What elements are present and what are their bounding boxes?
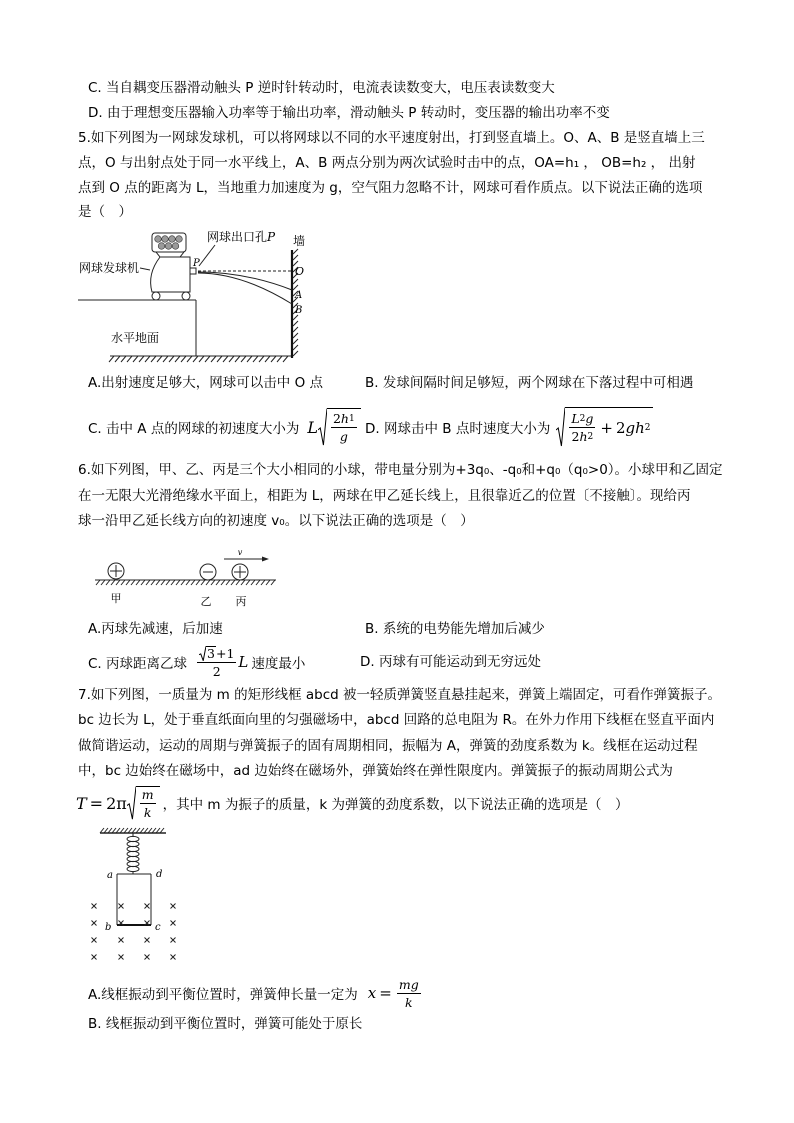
q5-option-c-formula	[307, 408, 360, 446]
plus-sign: +	[600, 418, 613, 437]
q7-option-b: B. 线框振动到平衡位置时，弹簧可能处于原长	[88, 1016, 363, 1032]
fraction	[331, 411, 357, 444]
basket-balls	[155, 236, 183, 250]
velocity-arrow-icon	[224, 557, 269, 562]
term-vars: gh	[625, 418, 645, 437]
q7-stem-line-1: 7.如下列图，一质量为 m 的矩形线框 abcd 被一轻质弹簧竖直悬挂起来，弹簧上端固定，可看作弹簧振子。	[78, 687, 722, 703]
fraction-denominator: 2	[212, 663, 221, 679]
fraction	[140, 787, 156, 820]
outlet-label: 网球出口孔P	[207, 230, 276, 244]
q5-option-a: A.出射速度足够大，网球可以击中 O 点	[88, 375, 323, 391]
q5-stem-line-4: 是（ ）	[78, 204, 132, 220]
q6-option-c	[88, 643, 305, 681]
radical-sign-icon	[127, 786, 136, 820]
ball-bing-label: 丙	[235, 595, 247, 608]
num-var: h	[340, 411, 349, 426]
q6-option-c-text-after: 速度最小	[251, 656, 306, 672]
fraction-denominator: k	[143, 805, 152, 820]
fraction-denominator: k	[404, 994, 413, 1010]
basket-funnel	[156, 252, 184, 257]
point-o-label: O	[295, 265, 305, 278]
num-coef: 2	[332, 411, 341, 426]
point-a-label: A	[295, 290, 303, 301]
fraction-numerator	[197, 646, 236, 663]
q6-option-b: B. 系统的电势能先增加后减少	[365, 621, 545, 637]
ground-label: 水平地面	[111, 331, 160, 345]
ball-jia-label: 甲	[110, 592, 122, 605]
velocity-label: v	[237, 548, 243, 557]
q6-stem-line-2: 在一无限大光滑绝缘水平面上，相距为 L，两球在甲乙延长线上，且很靠近乙的位置〔不接触〕。现给丙	[78, 488, 691, 504]
machine-pointer-line	[140, 268, 150, 270]
fraction-numerator: m	[141, 787, 154, 802]
radical-sign-icon	[556, 407, 565, 447]
q4-option-d: D. 由于理想变压器输入功率等于输出功率，滑动触头 P 转动时，变压器的输出功率不变	[88, 105, 610, 121]
ball-yi-label: 乙	[200, 595, 212, 608]
point-b-label: B	[295, 305, 303, 316]
radicand: L 2 g 2 h 2 + 2 gh 2	[565, 407, 652, 447]
q5-option-d	[365, 405, 656, 449]
formula-lhs-x: x	[367, 984, 377, 1002]
surface-hatching	[96, 580, 275, 585]
q5-stem-line-1: 5.如下列图为一网球发球机，可以将网球以不同的水平速度射出，打到竖直墙上。O、A、B 是竖直墙上三	[78, 130, 705, 146]
corner-c-label: c	[155, 922, 161, 933]
fraction-denominator: 2 h 2	[571, 429, 594, 444]
den-var: h	[579, 429, 588, 444]
formula-factor-l: L	[238, 653, 249, 671]
q6-charged-balls-diagram	[92, 548, 282, 610]
square-root	[556, 407, 652, 447]
q5-option-d-text: D. 网球击中 B 点时速度大小为	[365, 421, 551, 437]
q5-stem-line-3: 点到 O 点的距离为 L，当地重力加速度为 g，空气阻力忽略不计，网球可看作质点。以下说法正确的选项	[78, 180, 703, 196]
machine-wheel-left	[152, 292, 160, 300]
q5-tennis-machine-diagram	[76, 226, 308, 366]
q7-option-a	[88, 975, 426, 1011]
outlet-pointer-line	[199, 245, 215, 266]
period-symbol: T	[76, 793, 87, 813]
corner-a-label: a	[107, 870, 113, 881]
q5-option-c	[88, 406, 364, 448]
q7-option-a-text: A.线框振动到平衡位置时，弹簧伸长量一定为	[88, 987, 358, 1003]
q7-stem-tail: ，其中 m 为振子的质量，k 为弹簧的劲度系数，以下说法正确的选项是（ ）	[162, 797, 629, 813]
q6-option-c-formula	[195, 646, 248, 679]
ground-hatching	[109, 356, 288, 362]
den-coef: 2	[571, 429, 580, 444]
equals-sign: =	[89, 793, 104, 813]
point-p-label: P	[193, 258, 200, 269]
fraction-numerator: 2 h 1	[332, 411, 355, 426]
q5-option-d-formula	[556, 407, 652, 447]
num-plus-one: +1	[215, 645, 235, 661]
q5-option-b: B. 发球间隔时间足够短，两个网球在下落过程中可相遇	[365, 375, 694, 391]
q7-spring-frame-diagram	[86, 824, 186, 964]
machine-wheel-right	[182, 292, 190, 300]
q6-option-c-text-before: C. 丙球距离乙球	[88, 656, 188, 672]
fraction-numerator: L 2 g	[571, 411, 594, 426]
q6-option-d: D. 丙球有可能运动到无穷远处	[360, 654, 541, 670]
ceiling-hatching	[100, 828, 164, 833]
machine-body	[151, 257, 190, 292]
fraction-numerator: mg	[398, 976, 419, 992]
term-coef: 2	[615, 418, 626, 437]
tennis-machine	[151, 233, 200, 300]
ball-bing	[232, 564, 248, 580]
ball-yi	[200, 564, 216, 580]
trajectory-to-b	[198, 273, 292, 304]
fraction	[397, 977, 421, 1010]
num-var2: g	[585, 411, 594, 426]
radicand	[136, 786, 160, 820]
square-root	[199, 646, 216, 661]
spring	[127, 833, 139, 874]
two-pi: 2π	[106, 793, 127, 813]
q6-stem-line-1: 6.如下列图，甲、乙、丙是三个大小相同的小球，带电量分别为+3q₀、-q₀和+q₀（q₀>0）。小球甲和乙固定	[78, 462, 723, 478]
formula-factor-l: L	[307, 417, 318, 437]
radicand	[327, 408, 361, 446]
corner-d-label: d	[156, 869, 163, 880]
q5-option-c-text: C. 击中 A 点的网球的初速度大小为	[88, 421, 300, 437]
radical-sign-icon	[199, 646, 206, 661]
q6-stem-line-3: 球一沿甲乙延长线方向的初速度 v₀。以下说法正确的选项是（ ）	[78, 513, 474, 529]
radicand: 3	[207, 646, 215, 661]
q4-option-c: C. 当自耦变压器滑动触头 P 逆时针转动时，电流表读数变大，电压表读数变大	[88, 80, 555, 96]
square-root	[318, 408, 361, 446]
fraction-denominator: g	[339, 429, 348, 444]
radical-sign-icon	[318, 408, 327, 446]
corner-b-label: b	[105, 922, 112, 933]
wall-label: 墙	[293, 234, 306, 248]
q5-stem-line-2: 点，O 与出射点处于同一水平线上，A、B 两点分别为两次试验时击中的点，OA=h₁ ， OB=h₂ ， 出射	[78, 155, 696, 171]
q7-stem-line-5	[76, 784, 628, 822]
q7-stem-line-2: bc 边长为 L，处于垂直纸面向里的匀强磁场中，abcd 回路的总电阻为 R。在外力作用下线框在竖直平面内	[78, 712, 715, 728]
q7-stem-line-3: 做简谐运动，运动的周期与弹簧振子的固有周期相同，振幅为 A，弹簧的劲度系数为 k。线框在运动过程	[78, 738, 698, 754]
q7-option-a-formula	[368, 977, 423, 1010]
fraction	[197, 646, 236, 679]
q6-option-a: A.丙球先减速，后加速	[88, 621, 223, 637]
q7-stem-line-4: 中，bc 边始终在磁场中，ad 边始终在磁场外，弹簧始终在弹性限度内。弹簧振子的振动周期公式为	[78, 763, 673, 779]
ball-jia	[108, 563, 124, 579]
period-formula	[76, 786, 160, 820]
num-var: L	[571, 411, 580, 426]
square-root	[127, 786, 160, 820]
rectangular-frame	[117, 874, 151, 925]
machine-label: 网球发球机	[79, 261, 140, 275]
equals-sign: =	[379, 984, 392, 1002]
fraction	[569, 411, 595, 444]
